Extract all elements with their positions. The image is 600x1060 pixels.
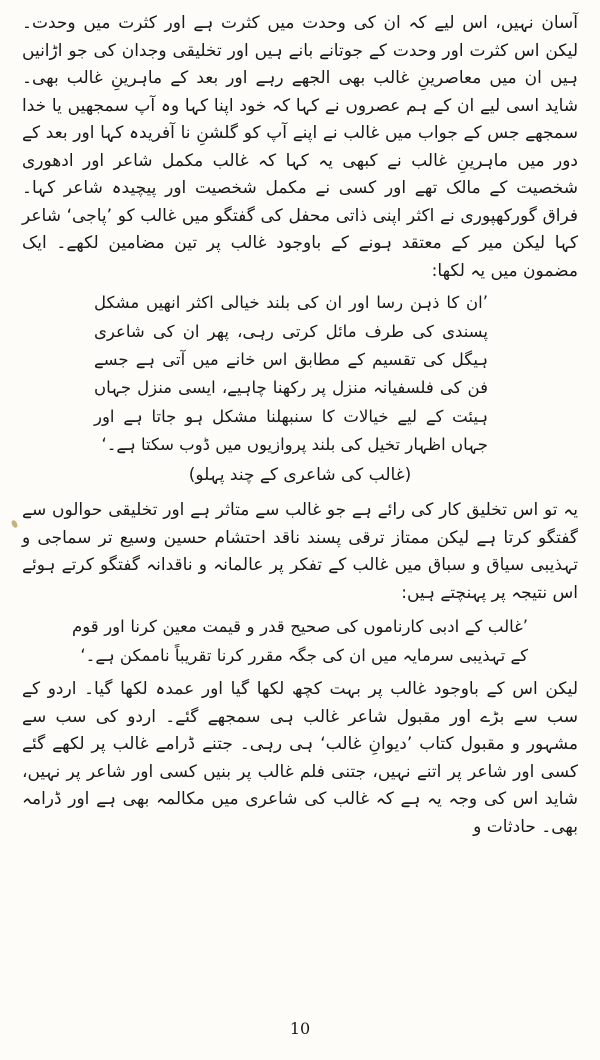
page-body bbox=[22, 10, 578, 841]
quote-1-source: (غالب کی شاعری کے چند پہلو) bbox=[188, 464, 412, 485]
page-number: 10 bbox=[289, 1019, 311, 1038]
paragraph-1: آسان نہیں، اس لیے کہ ان کی وحدت میں کثرت ہے اور کثرت میں وحدت۔ لیکن اس کثرت اور وحدت کے جوتانے بانے ہیں اور تخلیقی وجدان کی جو اڑانیں ہیں ان میں معاصرینِ غالب بھی الجھے رہے اور بعد کے ماہرینِ غالب بھی۔ شاید اسی لیے ان کے ہم عصروں نے کہا کہ خود اپنا کہا وہ آپ سمجھیں یا خدا سمجھے جس کے جواب میں غالب نے اپنے آپ کو گلشنِ نا آفریدہ کہا اور بعد کے دور میں ماہرینِ غالب نے کبھی یہ کہا کہ غالب مکمل شاعر اور ادھوری شخصیت کے مالک تھے اور کسی نے مکمل شخصیت اور پیچیدہ شاعر کہا۔ فراق گورکھپوری نے اکثر اپنی ذاتی محفل کی گفتگو میں غالب کو ’پاجی‘ شاعر کہا لیکن میر کے معتقد ہونے کے باوجود غالب پر تین مضامین لکھے۔ ایک مضمون میں یہ لکھا: bbox=[22, 13, 578, 281]
paragraph-3: لیکن اس کے باوجود غالب پر بہت کچھ لکھا گیا اور عمدہ لکھا گیا۔ اردو کے سب سے بڑے اور مقبول شاعر غالب ہی سمجھے گئے۔ اردو کی سب سے مشہور و مقبول کتاب ’دیوانِ غالب‘ ہی رہی۔ جتنے ڈرامے غالب پر لکھے گئے کسی اور شاعر پر اتنے نہیں، جتنی فلم غالب پر بنیں کسی اور شاعر پر نہیں، شاید اس کی وجہ یہ ہے کہ غالب کی شاعری میں مکالمہ بھی ہے اور ڈرامہ بھی۔ حادثات و bbox=[22, 678, 578, 837]
block-quote-2: ’غالب کے ادبی کارناموں کی صحیح قدر و قیمت معین کرنا اور قوم کے تہذیبی سرمایہ میں ان کی جگہ مقرر کرنا تقریباً ناممکن ہے۔‘ bbox=[72, 617, 528, 665]
block-quote-1: ’ان کا ذہن رسا اور ان کی بلند خیالی اکثر انھیں مشکل پسندی کی طرف مائل کرتی رہی، پھر ان کی شاعری ہیگل کی تقسیم کے مطابق اس خانے میں آتی ہے جسے فن کی فلسفیانہ منزل پر رکھنا چاہیے، ایسی منزل جہاں ہیئت کے لیے خیالات کا سنبھلنا مشکل ہو جاتا ہے اور جہاں اظہار تخیل کی بلند پروازیوں میں ڈوب سکتا ہے۔‘ bbox=[94, 293, 488, 455]
paragraph-2: یہ تو اس تخلیق کار کی رائے ہے جو غالب سے متاثر ہے اور تخلیقی حوالوں سے گفتگو کرتا ہے لیکن ممتاز ترقی پسند ناقد احتشام حسین وسیع تر سماجی و تہذیبی سیاق و سباق میں غالب کے تفکر پر عالمانہ و ناقدانہ گفتگو کرتے ہوئے اس نتیجہ پر پہنچتے ہیں: bbox=[22, 500, 578, 603]
paper-speck bbox=[10, 519, 18, 528]
